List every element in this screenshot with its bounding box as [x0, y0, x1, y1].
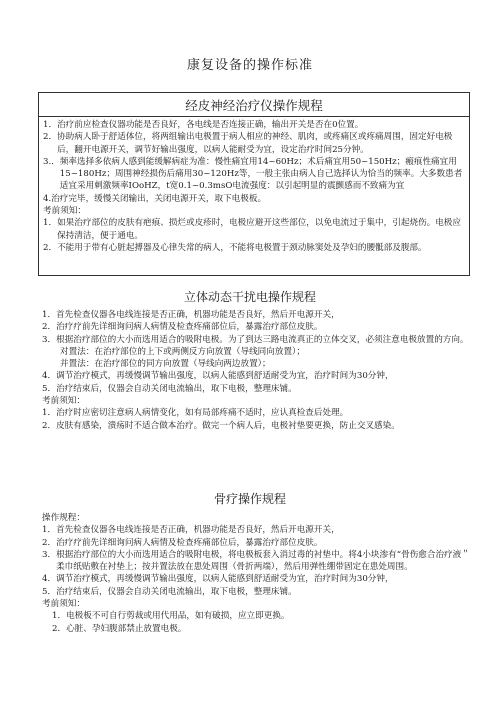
item-number: 2． [52, 623, 67, 634]
item-number: 1． [52, 611, 67, 622]
steps-heading: 操作规程： [42, 513, 85, 523]
list-item [43, 156, 465, 193]
item-number: 3.． [43, 156, 60, 167]
list-item [42, 573, 472, 585]
list-item [42, 549, 472, 574]
notes-heading: 考前须知： [42, 599, 85, 610]
list-item [42, 586, 472, 598]
page-title: 康复设备的操作标准 [186, 58, 313, 73]
interference-content [42, 309, 472, 432]
bone-content [42, 512, 472, 635]
item-number: 2． [42, 537, 57, 548]
item-text: 首先检查仪器各电线连接是否正确，机器功能是否良好，然后开电源开关， [56, 525, 340, 536]
item-text: 心脏、孕妇腹部禁止放置电极。 [66, 623, 187, 634]
list-item [43, 119, 465, 131]
item-number: 2． [43, 132, 58, 143]
list-item [42, 610, 472, 622]
list-item [42, 321, 472, 333]
item-text: 皮肤有感染，溃疡时不适合做本治疗。做完一个病人后，电极衬垫要更换，防止交叉感染。 [56, 420, 400, 431]
tens-title: 经皮神经治疗仪操作规程 [185, 98, 323, 113]
list-item [43, 193, 465, 205]
item-number: 2． [43, 242, 58, 253]
item-number: 1． [42, 408, 57, 419]
list-item [43, 217, 465, 242]
interference-title: 立体动态干扰电操作规程 [183, 290, 316, 304]
item-text: 治疗疗前先详细询问病人病情及检查疼痛部位后，暴露治疗部位皮肤。 [56, 322, 323, 333]
item-number: 2． [42, 322, 57, 333]
bone-title: 骨疗操作规程 [213, 492, 286, 506]
item-text: 治疗完毕，缓慢关闭输出，关闭电源开关，取下电极板。 [51, 193, 267, 204]
list-item [42, 309, 472, 321]
notes-heading: 考前须知： [43, 206, 86, 217]
item-number: 4. [43, 193, 52, 204]
item-text: 频率选择多依病人感到能缓解病症为准：慢性痛宜用14~60Hz；术后痛宜用50~150Hz；瘢痕性痛宜用15~180Hz；周围神经损伤后痛用30~120Hz等，一般主张由病人自己选择认为恰当的频率。大多数患者适宜采用刺激频率IOoHZ，t宽0.1~0.3msO电流强度：以引起明显的震颤感而不致痛为宜 [59, 156, 463, 192]
item-text: 根据治疗部位的大小而选用适合的吸附电极。为了到达三路电流真正的立体交叉，必须注意电极放置的方向。 [56, 334, 469, 345]
item-number: 3． [42, 549, 57, 560]
item-number: 1． [43, 120, 58, 130]
item-text: 治疗结束后，仪器会自动关闭电流输出，取下电极，整理床铺。 [56, 586, 297, 597]
tens-procedure-box [38, 92, 470, 276]
item-text: 治疗疗前先详细询问病人病情及检查疼痛部位后，暴露治疗部位皮肤。 [56, 537, 323, 548]
item-number: 1． [42, 310, 57, 320]
item-text: 调节治疗模式，再缓慢调节输出强度，以病人能感到舒适耐受为宜，治疗时间为30分钟， [56, 574, 394, 585]
item-text: 首先检查仪器各电线连接是否正确，机器功能是否良好，然后开电源开关， [56, 310, 340, 320]
item-number: 5． [42, 586, 57, 597]
item-text: 治疗结束后，仪器会自动关闭电流输出，取下电极，整理床铺。 [56, 383, 297, 394]
notes-heading: 考前须知： [42, 396, 85, 407]
item-text: 协助病人卧于舒适体位，将两组输出电极置于病人相应的神经、肌肉，或疼痛区或疼痛周围，固定好电极后，翻开电源开关，调节好输出强度，以病人能耐受为宜，设定治疗时间25分钟。 [57, 132, 453, 155]
list-item [43, 131, 465, 156]
item-text: 根据治疗部位的大小而选用适合的吸附电极，将电极板套入消过毒的衬垫中。将4小块渗有“骨伤愈合治疗液＂柔巾纸贴敷在衬垫上；按并置法放在患处周围（骨折两端），然后用弹性绷带固定在患处周围。 [56, 549, 470, 573]
item-number: 1． [42, 525, 57, 536]
item-number: 5． [42, 383, 57, 394]
item-text: 治疗时应密切注意病人病情变化，如有局部疼痛不适时，应认真检查后处理。 [56, 408, 349, 419]
item-number: 3． [42, 334, 57, 345]
item-number: 4． [42, 371, 57, 382]
list-item [42, 420, 472, 432]
list-item [43, 242, 465, 254]
item-number: 1． [43, 218, 58, 229]
item-text: 不能用于带有心脏起搏器及心律失常的病人，不能将电极置于颈动脉窦处及孕妇的腰骶部及腹部。 [57, 242, 427, 253]
list-item [42, 370, 472, 382]
item-number: 4． [42, 574, 57, 585]
list-item [42, 537, 472, 549]
item-text: 调节治疗模式，再缓慢调节输出强度，以病人能感到舒适耐受为宜，治疗时间为30分钟， [56, 371, 394, 382]
sub-item: 对置法：在治疗部位的上下或两侧反方向放置（导线同向放置）； [60, 346, 305, 357]
item-text: 电极板不可自行剪裁或用代用品，如有破损，应立即更换。 [66, 611, 290, 622]
item-number: 2． [42, 420, 57, 431]
item-text: 治疗前应检查仪器功能是否良好，各电线是否连接正确，输出开关是否在0位置。 [57, 120, 364, 130]
list-item [42, 524, 472, 536]
list-item [42, 407, 472, 419]
sub-item: 并置法：在治疗部位的同方向放置（导线向两边放置）； [60, 359, 271, 370]
list-item [42, 623, 472, 635]
item-text: 如果治疗部位的皮肤有疤痕、损烂或皮疹时，电极应避开这些部位，以免电流过于集中，引起烧伤。电极应保持清洁，便于通电。 [57, 218, 461, 241]
list-item [42, 383, 472, 395]
list-item [42, 334, 472, 346]
tens-content [39, 117, 469, 254]
